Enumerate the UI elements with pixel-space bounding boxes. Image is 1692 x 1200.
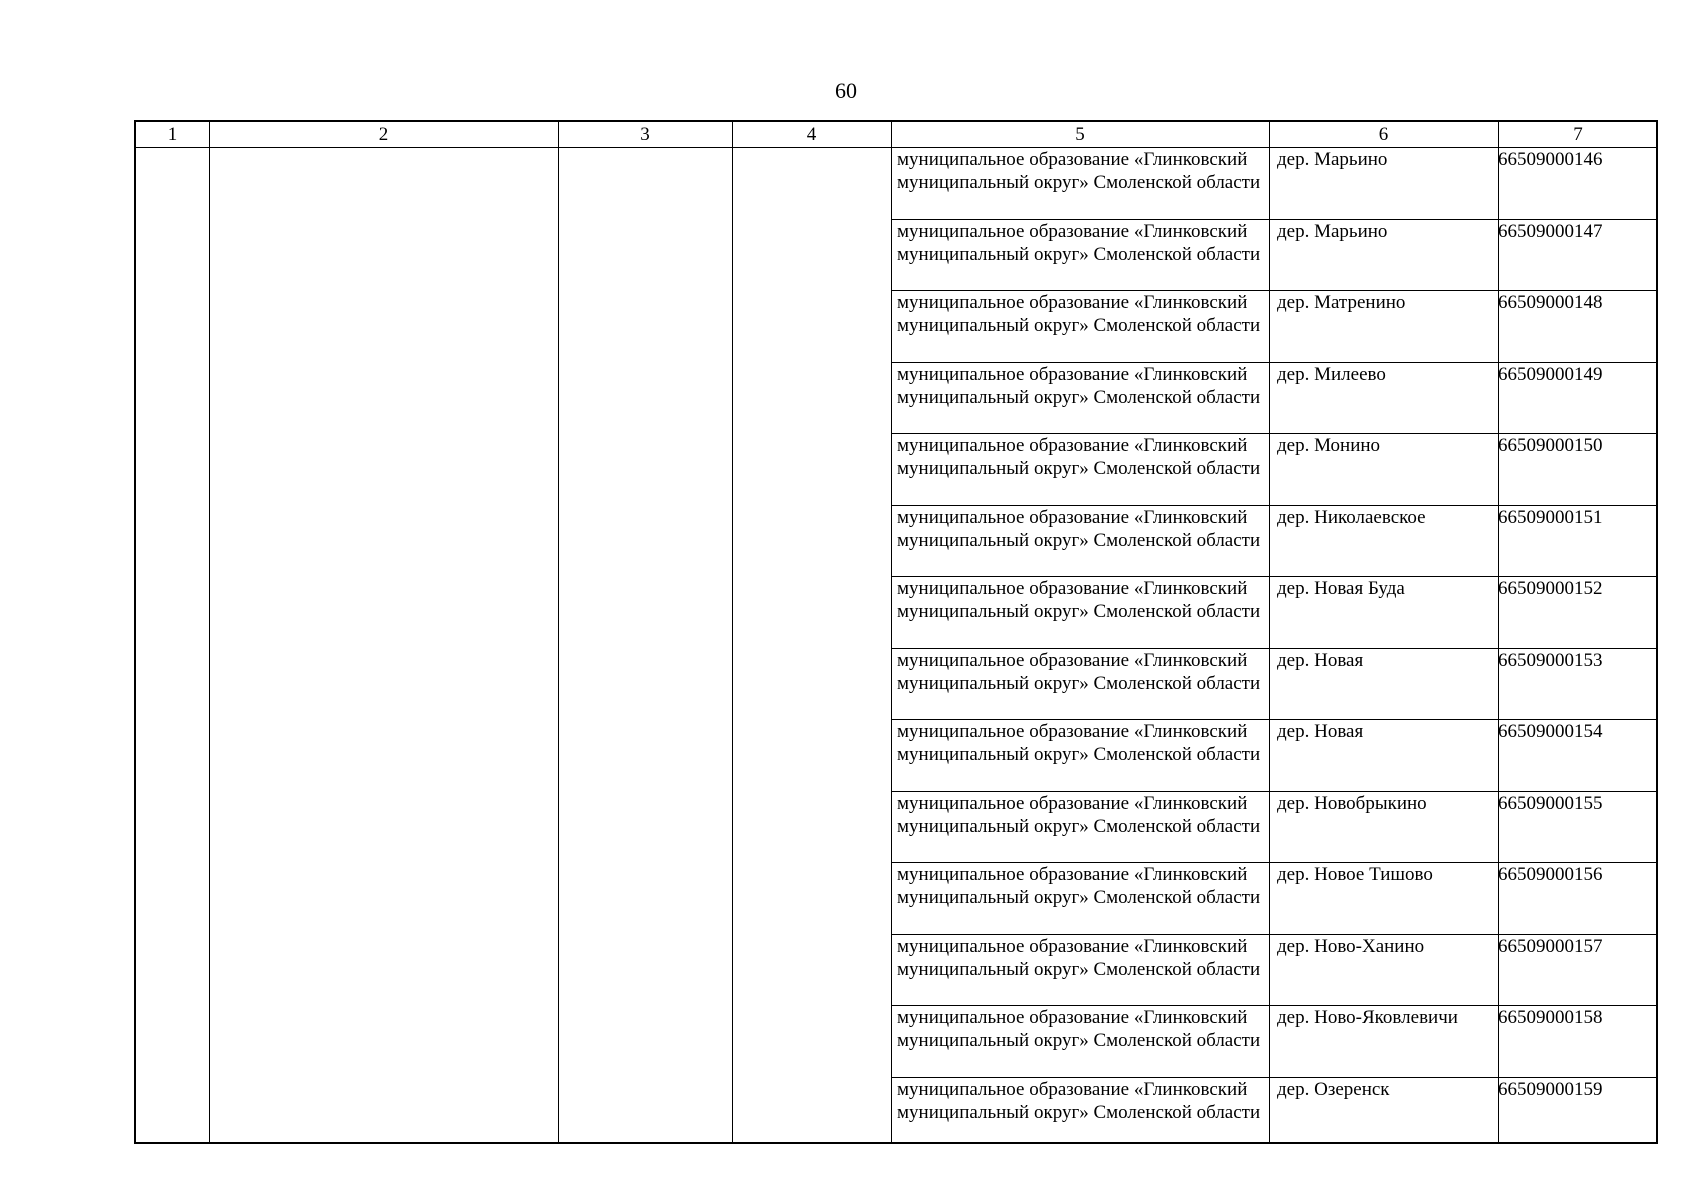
table-row [891, 433, 1656, 506]
municipality-cell: муниципальное образование «Глинковский муниципальный округ» Смоленской области [897, 721, 1261, 765]
code-cell: 66509000151 [1498, 506, 1603, 528]
code-cell: 66509000146 [1498, 149, 1603, 170]
code-cell: 66509000147 [1498, 220, 1603, 242]
municipality-cell: муниципальное образование «Глинковский муниципальный округ» Смоленской области [897, 792, 1261, 837]
settlement-cell: дер. Марьино [1277, 220, 1388, 242]
table-row [891, 791, 1656, 864]
settlement-cell: дер. Милеево [1277, 363, 1386, 385]
table-row [891, 362, 1656, 435]
code-cell: 66509000156 [1498, 864, 1603, 885]
municipality-cell: муниципальное образование «Глинковский муниципальный округ» Смоленской области [897, 578, 1261, 622]
table-row [891, 934, 1656, 1007]
municipality-cell: муниципальное образование «Глинковский муниципальный округ» Смоленской области [897, 435, 1261, 479]
settlement-cell: дер. Новая [1277, 721, 1364, 742]
code-cell: 66509000149 [1498, 363, 1603, 385]
column-header-1: 1 [167, 124, 178, 145]
page-number: 60 [835, 78, 857, 103]
settlement-cell: дер. Ново-Яковлевичи [1277, 1007, 1458, 1028]
code-cell: 66509000155 [1498, 792, 1603, 814]
column-header-5: 5 [1075, 124, 1085, 145]
column-divider [209, 122, 210, 1142]
table-row [891, 1005, 1656, 1078]
municipality-cell: муниципальное образование «Глинковский муниципальный округ» Смоленской области [897, 506, 1261, 551]
table-row [891, 290, 1656, 363]
code-cell: 66509000153 [1498, 649, 1603, 671]
municipality-cell: муниципальное образование «Глинковский муниципальный округ» Смоленской области [897, 864, 1261, 908]
code-cell: 66509000152 [1498, 578, 1603, 599]
municipality-cell: муниципальное образование «Глинковский муниципальный округ» Смоленской области [897, 649, 1261, 694]
table-row [891, 219, 1656, 292]
column-header-4: 4 [806, 124, 817, 145]
settlement-cell: дер. Новая Буда [1277, 578, 1405, 599]
settlement-cell: дер. Ново-Ханино [1277, 935, 1425, 957]
code-cell: 66509000157 [1498, 935, 1603, 957]
column-header-7: 7 [1573, 124, 1583, 145]
column-divider [558, 122, 559, 1142]
settlement-cell: дер. Монино [1277, 435, 1381, 456]
code-cell: 66509000158 [1498, 1007, 1603, 1028]
column-divider [732, 122, 733, 1142]
settlement-cell: дер. Николаевское [1277, 506, 1426, 528]
code-cell: 66509000150 [1498, 435, 1603, 456]
data-table [134, 120, 1658, 1144]
municipality-cell: муниципальное образование «Глинковский муниципальный округ» Смоленской области [897, 1007, 1261, 1051]
code-cell: 66509000159 [1498, 1078, 1603, 1100]
municipality-cell: муниципальное образование «Глинковский муниципальный округ» Смоленской области [897, 149, 1261, 193]
table-header [136, 122, 1656, 148]
municipality-cell: муниципальное образование «Глинковский муниципальный округ» Смоленской области [897, 220, 1261, 265]
table-row [891, 147, 1656, 220]
table-row [891, 505, 1656, 578]
settlement-cell: дер. Новобрыкино [1277, 792, 1427, 814]
settlement-cell: дер. Матренино [1277, 292, 1406, 313]
code-cell: 66509000154 [1498, 721, 1603, 742]
table-row [891, 862, 1656, 935]
settlement-cell: дер. Новая [1277, 649, 1364, 671]
table-row [891, 648, 1656, 721]
settlement-cell: дер. Марьино [1277, 149, 1388, 170]
municipality-cell: муниципальное образование «Глинковский муниципальный округ» Смоленской области [897, 292, 1261, 336]
table-row [891, 719, 1656, 792]
settlement-cell: дер. Новое Тишово [1277, 864, 1433, 885]
table-row [891, 1077, 1656, 1149]
code-cell: 66509000148 [1498, 292, 1603, 313]
municipality-cell: муниципальное образование «Глинковский муниципальный округ» Смоленской области [897, 363, 1261, 408]
settlement-cell: дер. Озеренск [1277, 1078, 1390, 1100]
municipality-cell: муниципальное образование «Глинковский муниципальный округ» Смоленской области [897, 1078, 1261, 1123]
column-header-2: 2 [378, 124, 389, 145]
table-row [891, 576, 1656, 649]
column-header-3: 3 [640, 124, 650, 145]
municipality-cell: муниципальное образование «Глинковский муниципальный округ» Смоленской области [897, 935, 1261, 980]
column-header-6: 6 [1378, 124, 1389, 145]
